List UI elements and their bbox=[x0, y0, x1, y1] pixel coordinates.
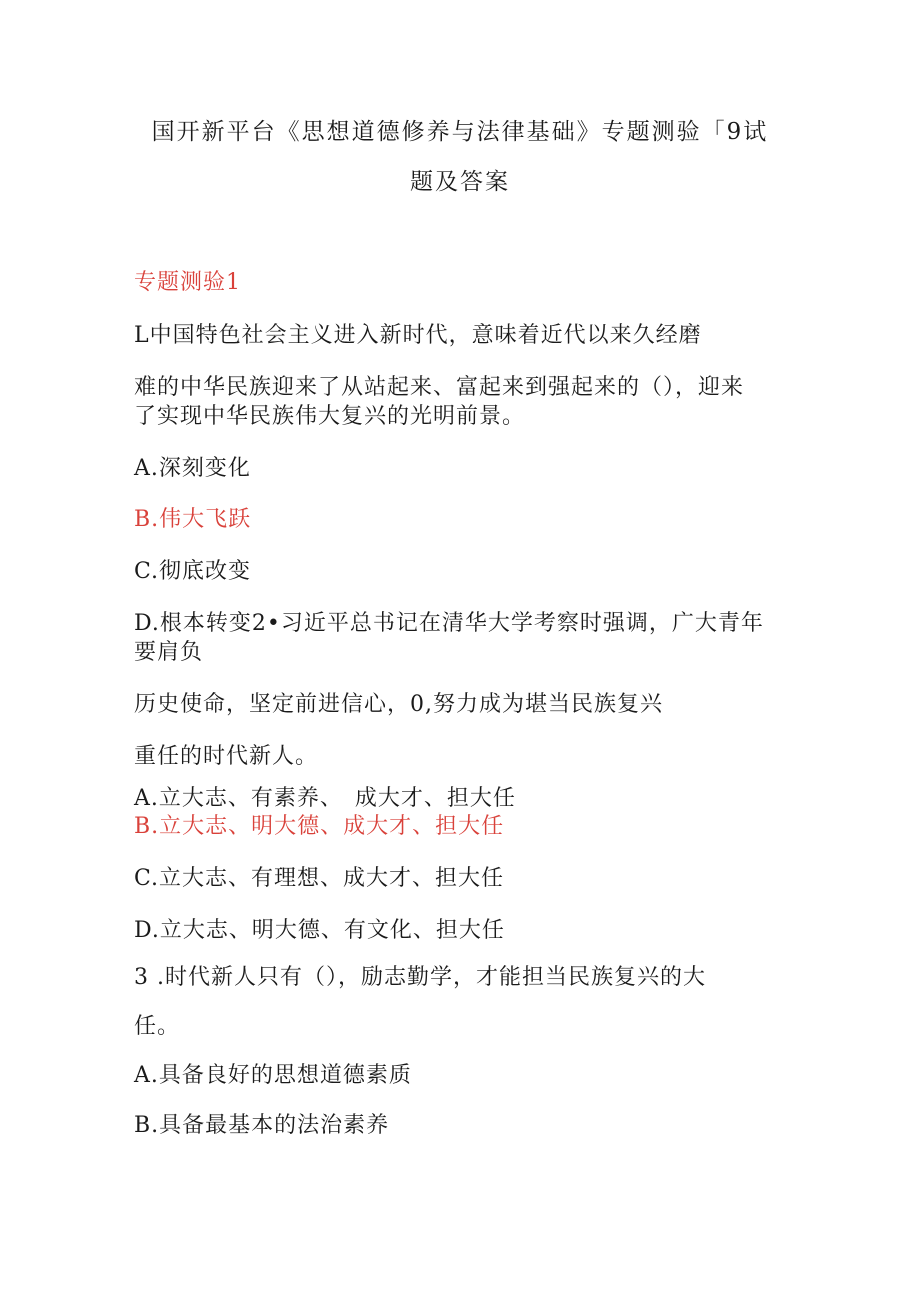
question-3-stem-line-1: 3 .时代新人只有（），励志勤学，才能担当民族复兴的大 bbox=[134, 965, 706, 990]
question-2-option-a: A.立大志、有素养、 成大才、担大任 bbox=[134, 786, 516, 811]
question-2-option-c: C.立大志、有理想、成大才、担大任 bbox=[134, 866, 505, 891]
question-1-option-a: A.深刻变化 bbox=[134, 456, 251, 481]
question-1-option-c: C.彻底改变 bbox=[134, 559, 252, 584]
question-1-option-b-answer: B.伟大飞跃 bbox=[134, 507, 252, 532]
question-1-option-d: D.根本转变2•习近平总书记在清华大学考察时强调，广大青年 bbox=[134, 611, 764, 636]
question-2-option-b-answer: B.立大志、明大德、成大才、担大任 bbox=[134, 814, 505, 839]
question-3-option-b: B.具备最基本的法治素养 bbox=[134, 1113, 390, 1138]
document-title-line-2: 题及答案 bbox=[410, 169, 510, 195]
question-1-stem-line-2: 难的中华民族迎来了从站起来、富起来到强起来的（），迎来 bbox=[134, 375, 745, 400]
question-2-option-d: D.立大志、明大德、有文化、担大任 bbox=[134, 918, 505, 943]
question-2-stem-line-4: 重任的时代新人。 bbox=[134, 744, 319, 769]
document-title-line-1: 国开新平台《思想道德修养与法律基础》专题测验「9试 bbox=[151, 119, 769, 145]
section-heading: 专题测验1 bbox=[134, 270, 241, 295]
question-1-stem-line-3: 了实现中华民族伟大复兴的光明前景。 bbox=[134, 404, 526, 429]
question-2-stem-line-2: 要肩负 bbox=[134, 640, 204, 665]
question-1-stem-line-1: L中国特色社会主义进入新时代，意味着近代以来久经磨 bbox=[134, 323, 702, 348]
question-3-option-a: A.具备良好的思想道德素质 bbox=[134, 1063, 412, 1088]
question-3-stem-line-2: 任。 bbox=[134, 1014, 181, 1039]
question-2-stem-line-3: 历史使命，坚定前进信心，0,努力成为堪当民族复兴 bbox=[134, 692, 663, 717]
